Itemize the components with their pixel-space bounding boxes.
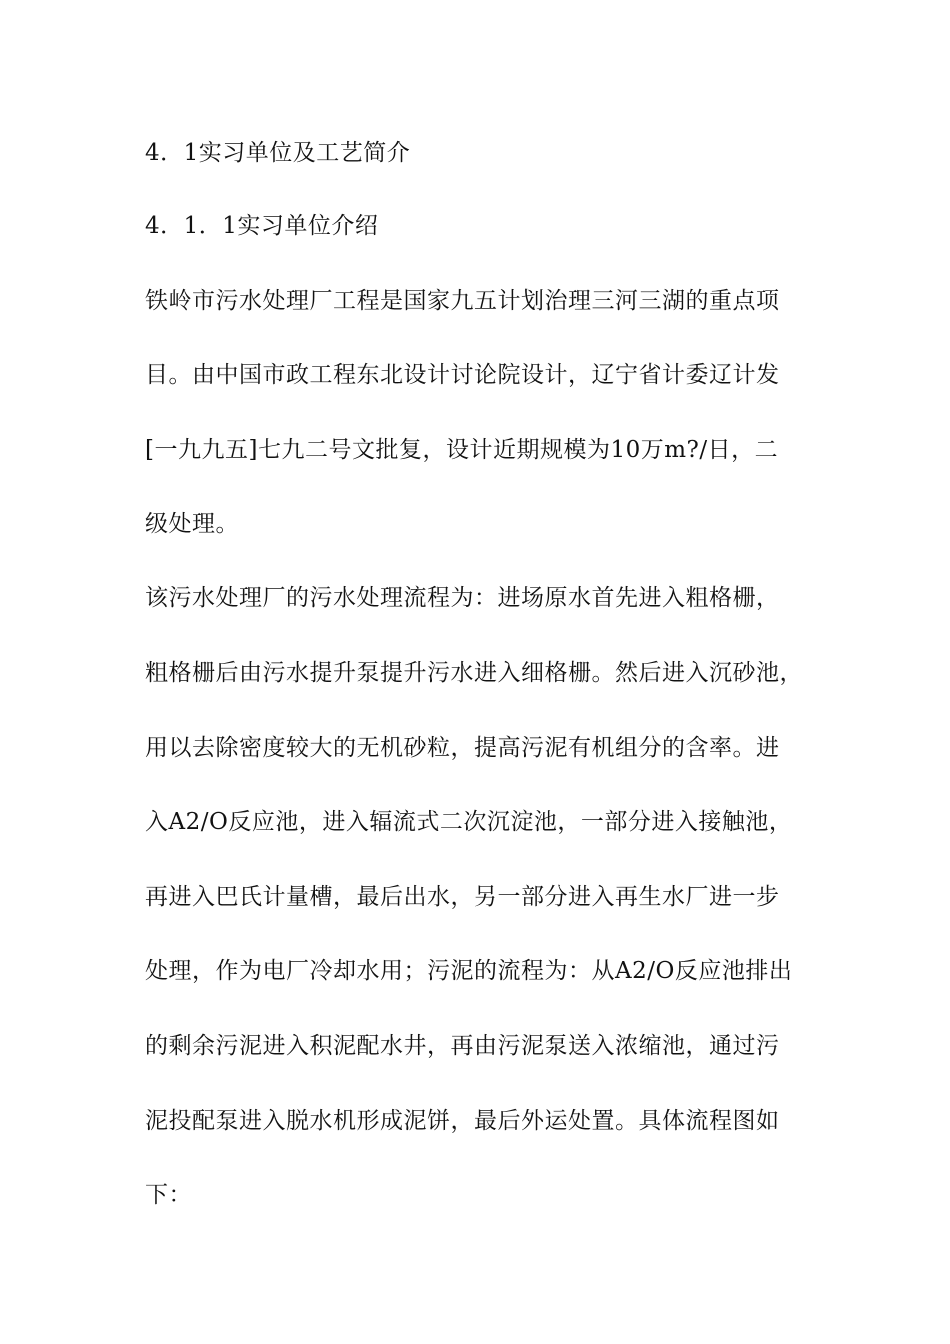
paragraph-line: 用以去除密度较大的无机砂粒，提高污泥有机组分的含率。进 — [145, 735, 780, 761]
paragraph-line: 泥投配泵进入脱水机形成泥饼，最后外运处置。具体流程图如 — [145, 1108, 780, 1134]
paragraph-line: 入A2/O反应池，进入辐流式二次沉淀池，一部分进入接触池， — [145, 809, 793, 835]
paragraph-line: 铁岭市污水处理厂工程是国家九五计划治理三河三湖的重点项 — [145, 288, 780, 314]
paragraph-line: 该污水处理厂的污水处理流程为：进场原水首先进入粗格栅， — [145, 585, 780, 611]
subsection-heading: 4．1．1实习单位介绍 — [145, 213, 379, 239]
paragraph-line: 粗格栅后由污水提升泵提升污水进入细格栅。然后进入沉砂池， — [145, 660, 803, 686]
paragraph-line: [一九九五]七九二号文批复，设计近期规模为10万m?/日，二 — [145, 437, 779, 463]
section-heading: 4．1实习单位及工艺简介 — [145, 140, 411, 166]
paragraph-line: 级处理。 — [145, 511, 239, 537]
paragraph-line: 下： — [145, 1182, 192, 1208]
paragraph-line: 再进入巴氏计量槽，最后出水，另一部分进入再生水厂进一步 — [145, 884, 780, 910]
paragraph-line: 目。由中国市政工程东北设计讨论院设计，辽宁省计委辽计发 — [145, 362, 780, 388]
paragraph-line: 处理，作为电厂冷却水用；污泥的流程为：从A2/O反应池排出 — [145, 958, 793, 984]
paragraph-line: 的剩余污泥进入积泥配水井，再由污泥泵送入浓缩池，通过污 — [145, 1033, 780, 1059]
